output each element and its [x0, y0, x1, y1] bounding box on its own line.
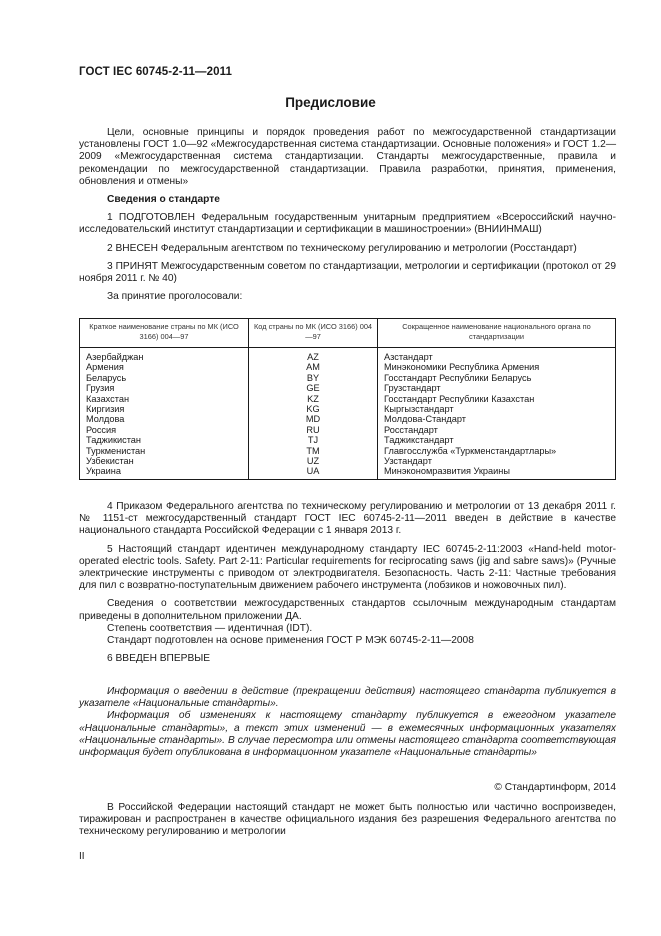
page-number: II: [79, 851, 85, 862]
info-note-2: Информация об изменениях к настоящему стандарту публикуется в ежегодном указателе «Национальные стандарты», а текст этих изменений — в ежемесячных информационных указателях «Национальные стандарты». В случае пересмотра или отмены настоящего стандарта соответствующая информация будет опубликована в информационном указателе «Национальные стандарты»: [79, 710, 616, 759]
table-row: [80, 348, 616, 363]
cell-country: Россия: [80, 425, 249, 435]
cell-standards-body: Узстандарт: [378, 456, 616, 466]
table-row: [80, 466, 616, 479]
cell-standards-body: Минэкономразвития Украины: [378, 466, 616, 479]
copyright: © Стандартинформ, 2014: [494, 782, 616, 793]
intro-paragraph: Цели, основные принципы и порядок проведения работ по межгосударственной стандартизации установлены ГОСТ 1.0—92 «Межгосударственная система стандартизации. Основные положения» и ГОСТ 1.2—2009 «Межгосударственная система стандартизации. Стандарты межгосударственные, правила и рекомендации по межгосударственной стандартизации. Правила разработки, принятия, применения, обновления и отмены»: [79, 127, 617, 187]
voting-table: [79, 318, 616, 480]
cell-country: Узбекистан: [80, 456, 249, 466]
item-5-degree: Степень соответствия — идентичная (IDT).: [107, 622, 313, 634]
table-row: [80, 373, 616, 383]
item-5-basis: Стандарт подготовлен на основе применения ГОСТ Р МЭК 60745-2-11—2008: [107, 635, 474, 647]
cell-standards-body: Грузстандарт: [378, 383, 616, 393]
info-notes-block: [79, 686, 616, 759]
item-1: 1 ПОДГОТОВЛЕН Федеральным государственным унитарным предприятием «Всероссийский научно-исследовательский институт стандартизации и сертификации в машиностроении» (ВНИИНМАШ): [79, 212, 616, 236]
cell-country: Грузия: [80, 383, 249, 393]
table-row: [80, 362, 616, 372]
page-title: Предисловие: [285, 95, 376, 110]
cell-standards-body: Росстандарт: [378, 425, 616, 435]
cell-country: Киргизия: [80, 404, 249, 414]
item-3: 3 ПРИНЯТ Межгосударственным советом по стандартизации, метрологии и сертификации (протокол от 29 ноября 2011 г. № 40): [79, 260, 616, 285]
col-header-country: Краткое наименование страны по МК (ИСО 3166) 004—97: [80, 319, 249, 348]
table-header-row: [80, 319, 616, 348]
cell-code: KG: [249, 404, 378, 414]
cell-code: RU: [249, 425, 378, 435]
cell-standards-body: Азстандарт: [378, 348, 616, 363]
cell-code: AZ: [249, 348, 378, 363]
cell-code: AM: [249, 362, 378, 372]
cell-code: GE: [249, 383, 378, 393]
item-5: 5 Настоящий стандарт идентичен международному стандарту IEC 60745-2-11:2003 «Hand-held motor-operated electric tools. Safety. Part 2-11: Particular requirements for reciprocating saws (jig and sabre saws)» (Ручные электрические инструменты с приводом от электродвигателя. Безопасность. Часть 2-11: Частные требования для пил с возвратно-поступательным движением рабочего инструмента (лобзиков и ножовочных пил).: [79, 543, 616, 592]
section-heading: Сведения о стандарте: [107, 194, 220, 206]
table-row: [80, 435, 616, 445]
info-note-1: Информация о введении в действие (прекращении действия) настоящего стандарта публикуется в указателе «Национальные стандарты».: [79, 686, 616, 710]
table-row: [80, 456, 616, 466]
cell-code: TM: [249, 446, 378, 456]
col-header-code: Код страны по МК (ИСО 3166) 004—97: [249, 319, 378, 348]
cell-standards-body: Молдова-Стандарт: [378, 414, 616, 424]
table-row: [80, 404, 616, 414]
cell-code: UZ: [249, 456, 378, 466]
item-6: 6 ВВЕДЕН ВПЕРВЫЕ: [107, 653, 211, 665]
cell-code: UA: [249, 466, 378, 479]
cell-code: BY: [249, 373, 378, 383]
cell-standards-body: Кыргызстандарт: [378, 404, 616, 414]
cell-country: Таджикистан: [80, 435, 249, 445]
table-row: [80, 446, 616, 456]
cell-standards-body: Минэкономики Республика Армения: [378, 362, 616, 372]
table-row: [80, 383, 616, 393]
preface-middle-block: [79, 501, 616, 665]
cell-code: MD: [249, 414, 378, 424]
standard-designation: ГОСТ IEC 60745-2-11—2011: [79, 66, 232, 78]
voted-label: За принятие проголосовали:: [107, 291, 243, 303]
preface-top-block: [79, 127, 616, 303]
restriction-paragraph: В Российской Федерации настоящий стандарт не может быть полностью или частично воспроизведен, тиражирован и распространен в качестве официального издания без разрешения Федерального агентства по техническому регулированию и метрологии: [79, 802, 616, 838]
cell-code: TJ: [249, 435, 378, 445]
cell-country: Азербайджан: [80, 348, 249, 363]
cell-country: Беларусь: [80, 373, 249, 383]
cell-standards-body: Госстандарт Республики Казахстан: [378, 394, 616, 404]
item-5-note: Сведения о соответствии межгосударственных стандартов ссылочным международным стандартам приведены в дополнительном приложении ДА.: [79, 598, 616, 622]
cell-standards-body: Главгосслужба «Туркменстандартлары»: [378, 446, 616, 456]
cell-country: Казахстан: [80, 394, 249, 404]
table-row: [80, 425, 616, 435]
cell-country: Молдова: [80, 414, 249, 424]
cell-country: Украина: [80, 466, 249, 479]
table-row: [80, 394, 616, 404]
cell-standards-body: Таджикстандарт: [378, 435, 616, 445]
item-2: 2 ВНЕСЕН Федеральным агентством по техническому регулированию и метрологии (Росстандарт): [107, 242, 577, 254]
item-4: 4 Приказом Федерального агентства по техническому регулированию и метрологии от 13 декабря 2011 г. № 1151-ст межгосударственный стандарт ГОСТ IEC 60745-2-11—2011 введен в действие в качестве национального стандарта Российской Федерации с 1 января 2013 г.: [79, 501, 616, 537]
cell-country: Армения: [80, 362, 249, 372]
cell-country: Туркменистан: [80, 446, 249, 456]
cell-standards-body: Госстандарт Республики Беларусь: [378, 373, 616, 383]
restriction-block: [79, 802, 616, 839]
col-header-body: Сокращенное наименование национального органа по стандартизации: [378, 319, 616, 348]
table-row: [80, 414, 616, 424]
cell-code: KZ: [249, 394, 378, 404]
